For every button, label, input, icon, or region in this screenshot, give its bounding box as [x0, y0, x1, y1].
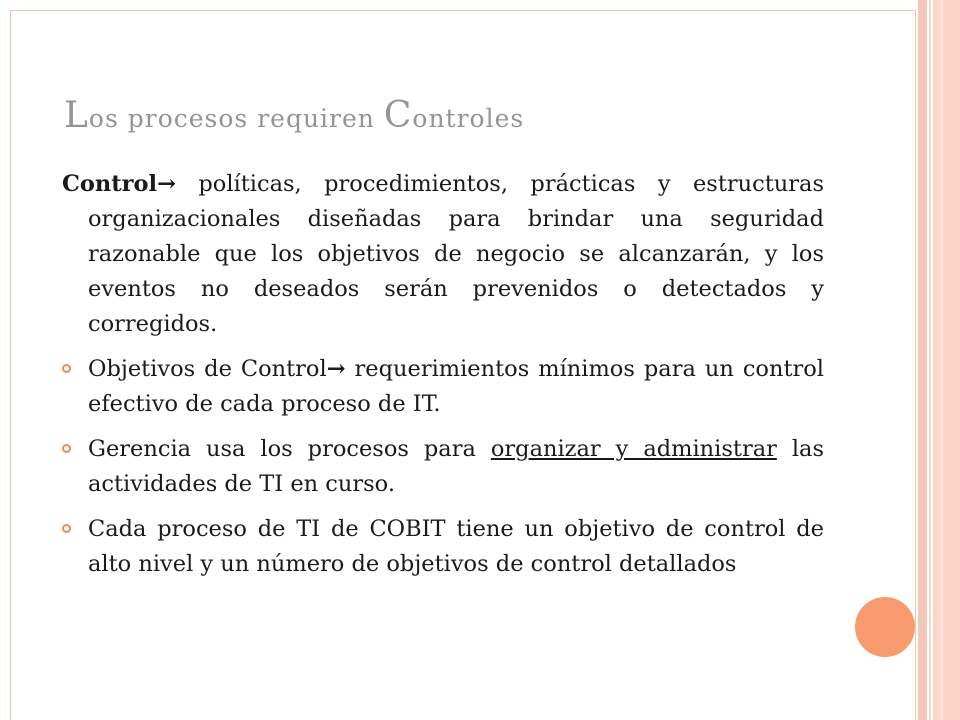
bullet-item: Gerencia usa los procesos para organizar y administrar las actividades de TI en curso.: [62, 432, 824, 502]
definition-paragraph: [62, 167, 824, 342]
decor-stripe: [940, 0, 943, 720]
definition-text: políticas, procedimientos, prácticas y estructuras organizacionales diseñadas para brindar una seguridad razonable que los objetivos de negocio se alcanzarán, y los eventos no deseados serán prevenidos o detectados y corregidos.: [88, 171, 824, 337]
underlined-text: organizar y administrar: [490, 436, 777, 462]
slide-content: [62, 167, 824, 592]
bullet-icon: [62, 364, 71, 373]
arrow-icon: →: [157, 171, 176, 197]
decor-circle: [855, 597, 915, 657]
bullet-icon: [62, 444, 71, 453]
decor-stripe: [929, 0, 931, 720]
bullet-item: Objetivos de Control→ requerimientos mínimos para un control efectivo de cada proceso de IT.: [62, 352, 824, 422]
bullet-item: Cada proceso de TI de COBIT tiene un objetivo de control de alto nivel y un número de objetivos de control detallados: [62, 512, 824, 582]
decor-stripe: [918, 0, 927, 720]
bullet-icon: [62, 524, 71, 533]
decor-stripe: [933, 0, 960, 720]
arrow-icon: →: [326, 356, 346, 382]
slide-title: Los procesos requiren Controles: [64, 95, 525, 136]
definition-term: Control: [62, 171, 158, 197]
